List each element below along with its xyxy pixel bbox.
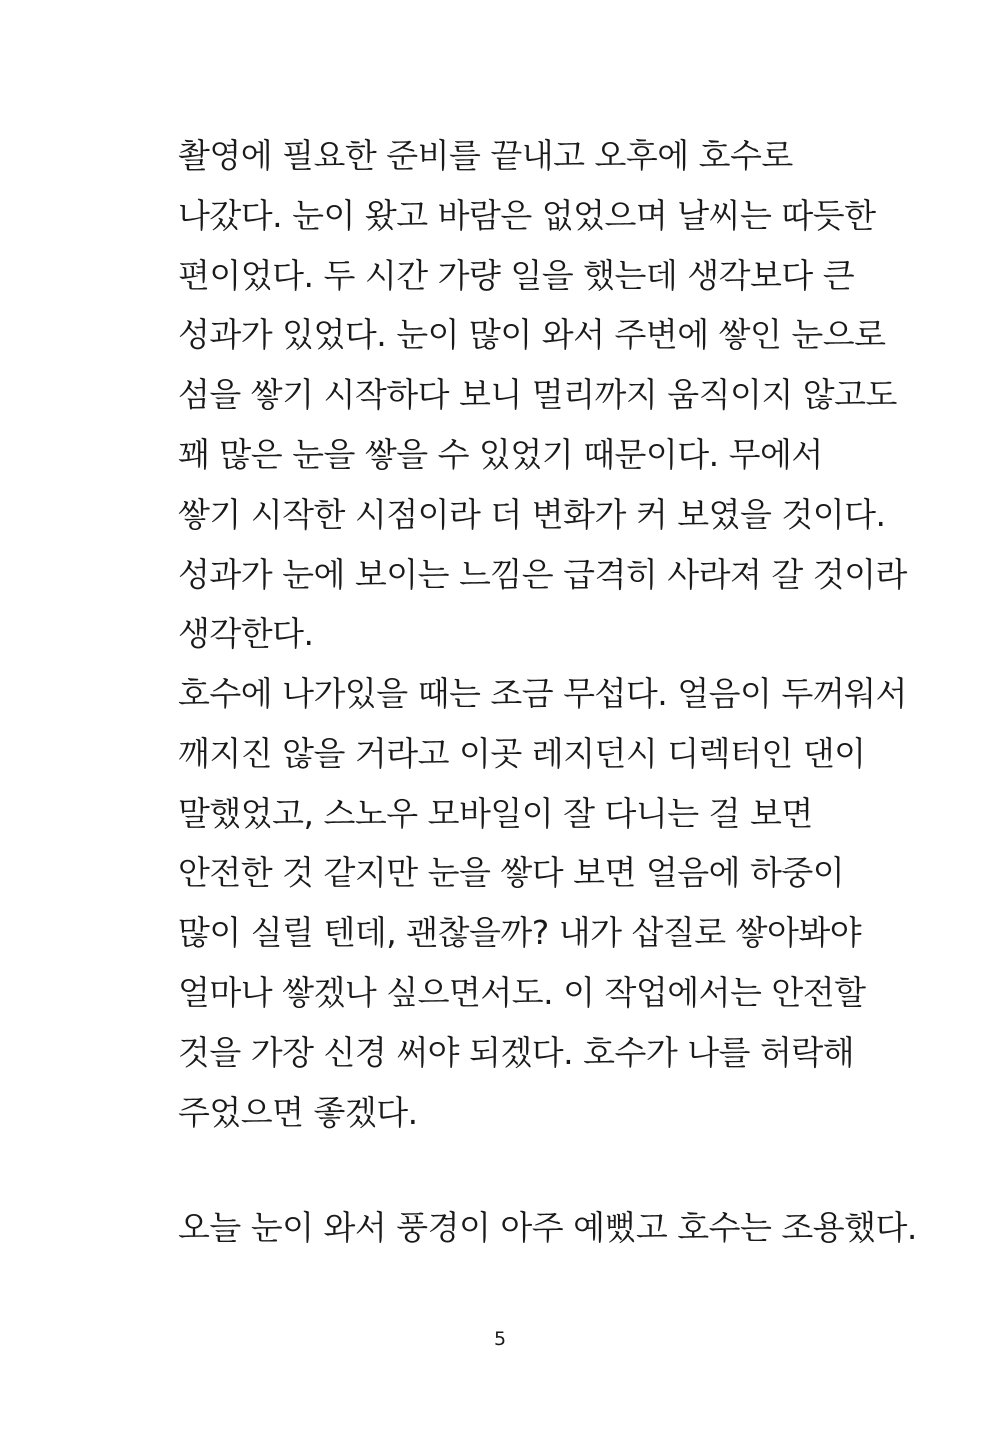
text-line: 생각한다. — [178, 614, 314, 654]
text-line: 쌓기 시작한 시점이라 더 변화가 커 보였을 것이다. — [178, 494, 886, 534]
text-line: 섬을 쌓기 시작하다 보니 멀리까지 움직이지 않고도 — [178, 375, 897, 415]
text-line: 성과가 있었다. 눈이 많이 와서 주변에 쌓인 눈으로 — [178, 315, 886, 355]
text-line: 주었으면 좋겠다. — [178, 1092, 418, 1132]
paragraph-2 — [178, 664, 918, 1142]
text-line: 오늘 눈이 와서 풍경이 아주 예뻤고 호수는 조용했다. — [178, 1208, 917, 1247]
text-line: 얼마나 쌓겠나 싶으면서도. 이 작업에서는 안전할 — [178, 972, 866, 1012]
page-number: 5 — [493, 1328, 507, 1350]
text-line: 호수에 나가있을 때는 조금 무섭다. 얼음이 두꺼워서 — [178, 674, 907, 713]
text-line: 편이었다. 두 시간 가량 일을 했는데 생각보다 큰 — [178, 255, 855, 295]
paragraph-3 — [178, 1198, 918, 1258]
paragraph-1 — [178, 126, 918, 664]
text-line: 나갔다. 눈이 왔고 바람은 없었으며 날씨는 따듯한 — [178, 195, 876, 235]
text-line: 말했었고, 스노우 모바일이 잘 다니는 걸 보면 — [178, 793, 813, 833]
text-line: 성과가 눈에 보이는 느낌은 급격히 사라져 갈 것이라 — [178, 554, 907, 594]
text-line: 것을 가장 신경 써야 되겠다. 호수가 나를 허락해 — [178, 1032, 855, 1072]
text-line: 많이 실릴 텐데, 괜찮을까? 내가 삽질로 쌓아봐야 — [178, 913, 862, 953]
text-line: 촬영에 필요한 준비를 끝내고 오후에 호수로 — [178, 136, 793, 175]
text-line: 꽤 많은 눈을 쌓을 수 있었기 때문이다. 무에서 — [178, 434, 823, 474]
text-line: 안전한 것 같지만 눈을 쌓다 보면 얼음에 하중이 — [178, 853, 845, 893]
text-line: 깨지진 않을 거라고 이곳 레지던시 디렉터인 댄이 — [178, 733, 866, 773]
